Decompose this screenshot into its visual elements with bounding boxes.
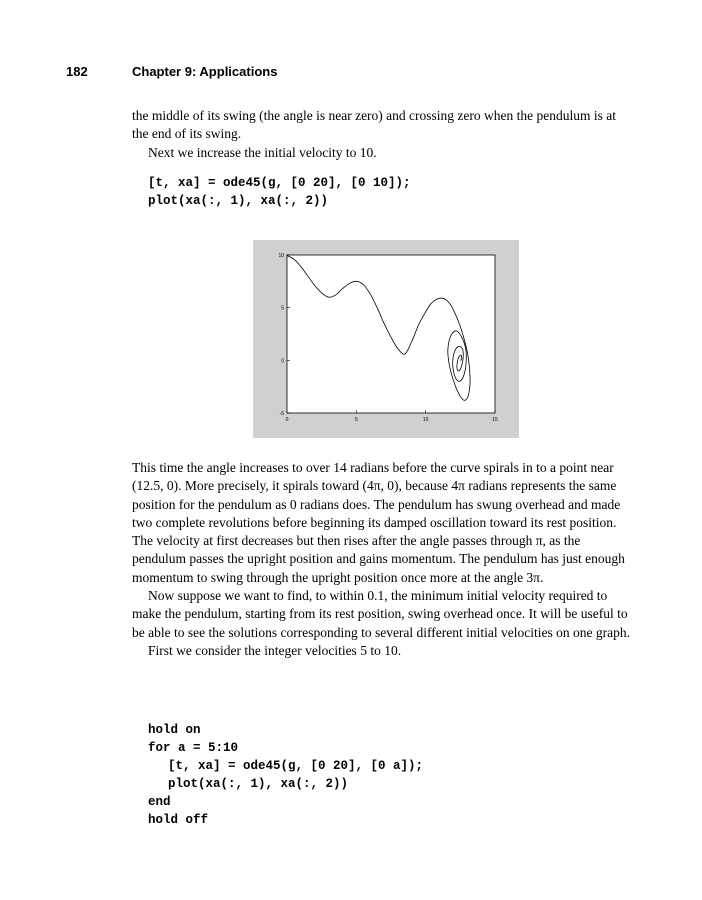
x-tick-label: 0 <box>285 417 289 423</box>
chapter-title: Chapter 9: Applications <box>132 64 278 79</box>
code-line: for a = 5:10 <box>148 741 239 755</box>
y-tick-label: 0 <box>281 358 284 365</box>
y-tick-label: 10 <box>278 253 284 259</box>
page-number: 182 <box>66 64 88 79</box>
code-line: end <box>148 795 171 809</box>
y-tick-label: -5 <box>279 411 284 417</box>
y-tick-label: 5 <box>281 305 284 312</box>
intro-paragraph: Next we increase the initial velocity to 10. <box>148 144 377 160</box>
x-tick-label: 10 <box>422 417 429 423</box>
code-line: [t, xa] = ode45(g, [0 20], [0 10]); <box>148 176 411 190</box>
code-line: plot(xa(:, 1), xa(:, 2)) <box>168 777 349 791</box>
phase-plot-figure <box>253 240 519 438</box>
code-line: plot(xa(:, 1), xa(:, 2)) <box>148 194 329 208</box>
discussion-paragraph: First we consider the integer velocities 5 to 10. <box>148 642 402 658</box>
plot-axes-box <box>287 255 495 413</box>
code-line: [t, xa] = ode45(g, [0 20], [0 a]); <box>168 759 424 773</box>
code-line: hold off <box>148 813 209 827</box>
phase-plot-chart <box>253 240 519 438</box>
discussion-paragraph: This time the angle increases to over 14 radians before the curve spirals in to a point near (12.5, 0). More precisely, it spirals toward (4π, 0), because 4π radians represents the same position for the pendulum as 0 radians does. The pendulum has swung overhead and made two complete revolutions before beginning its damped oscillation toward its rest position. The velocity at first decreases but then rises after the angle passes through π, as the pendulum passes the upright position and gains momentum. The pendulum has just enough momentum to swing through the upright position once more at the angle 3π. <box>132 460 625 585</box>
intro-text <box>132 107 632 162</box>
discussion-text <box>132 459 632 660</box>
code-line: hold on <box>148 723 201 737</box>
discussion-paragraph: Now suppose we want to find, to within 0.1, the minimum initial velocity required to make the pendulum, starting from its rest position, swing overhead once. It will be useful to be able to see the solutions corresponding to several different initial velocities on one graph. <box>132 588 630 640</box>
x-tick-label: 15 <box>492 417 498 423</box>
x-tick-label: 5 <box>354 417 358 423</box>
code-block-loop <box>148 721 423 829</box>
code-block-ode45 <box>148 174 411 210</box>
intro-paragraph: the middle of its swing (the angle is near zero) and crossing zero when the pendulum is at the end of its swing. <box>132 108 616 142</box>
